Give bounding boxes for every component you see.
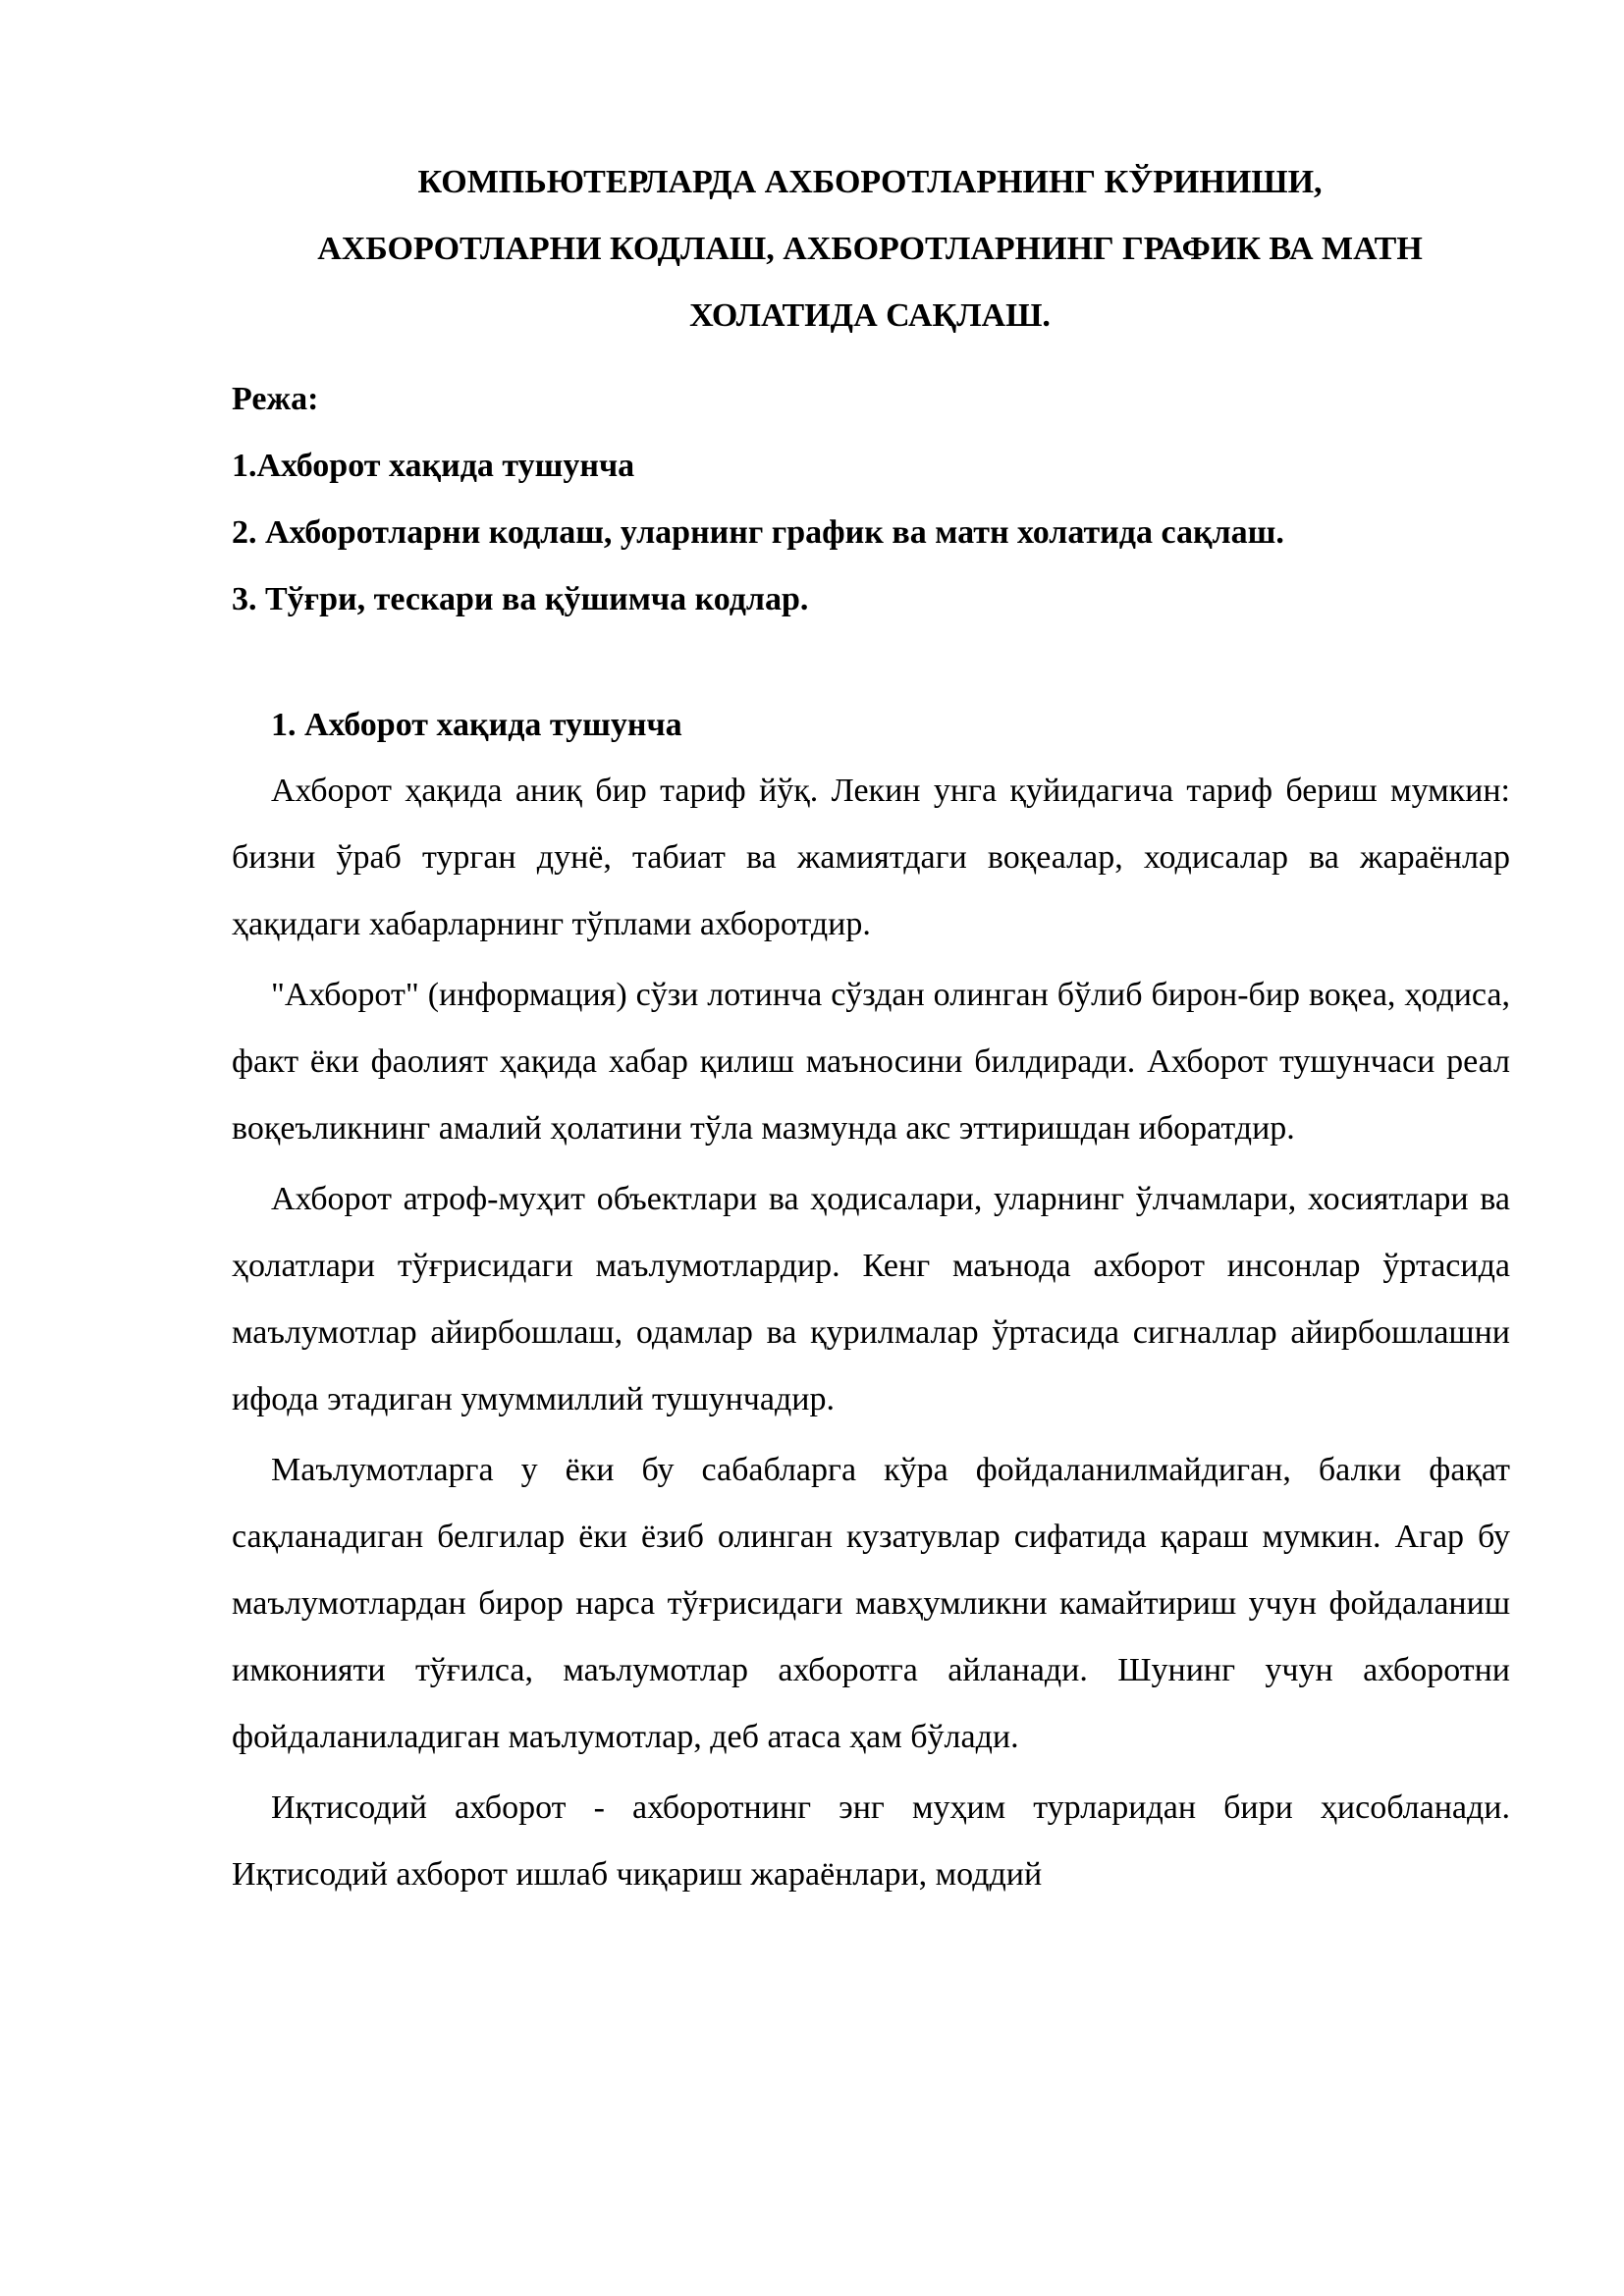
plan-item: 1.Ахборот хақида тушунча xyxy=(232,448,635,484)
title-line: КОМПЬЮТЕРЛАРДА АХБОРОТЛАРНИНГ КЎРИНИШИ, xyxy=(417,164,1323,200)
document-title xyxy=(232,149,1508,349)
plan-label: Режа: xyxy=(232,381,319,417)
title-line: ХОЛАТИДА САҚЛАШ. xyxy=(689,297,1051,334)
paragraph: Ахборот атроф-муҳит объектлари ва ҳодисалари, уларнинг ўлчамлари, хосиятлари ва ҳолатлари тўғрисидаги маълумотлардир. Кенг маънода ахборот инсонлар ўртасида маълумотлар айирбошлаш, одамлар ва қурилмалар ўртасида сигналлар айирбошлашни ифода этадиган умуммиллий тушунчадир. xyxy=(232,1181,1510,1417)
paragraph: "Ахборот" (информация) сўзи лотинча сўздан олинган бўлиб бирон-бир воқеа, ҳодиса, факт ёки фаолият ҳақида хабар қилиш маъносини билдиради. Ахборот тушунчаси реал воқеъликнинг амалий ҳолатини тўла мазмунда акс эттиришдан иборатдир. xyxy=(232,977,1510,1147)
plan-section xyxy=(232,366,1508,633)
paragraph: Иқтисодий ахборот - ахборотнинг энг муҳим турларидан бири ҳисобланади. Иқтисодий ахборот ишлаб чиқариш жараёнлари, моддий xyxy=(232,1789,1510,1893)
paragraph: Ахборот ҳақида аниқ бир тариф йўқ. Лекин унга қуйидагича тариф бериш мумкин: бизни ўраб турган дунё, табиат ва жамиятдаги воқеалар, ходисалар ва жараёнлар ҳақидаги хабарларнинг тўплами ахборотдир. xyxy=(232,773,1510,942)
plan-item: 3. Тўғри, тескари ва қўшимча кодлар. xyxy=(232,581,809,617)
plan-item: 2. Ахборотларни кодлаш, уларнинг график ва матн холатида сақлаш. xyxy=(232,514,1284,551)
paragraph: Маълумотларга у ёки бу сабабларга кўра фойдаланилмайдиган, балки фақат сақланадиган белгилар ёки ёзиб олинган кузатувлар сифатида қараш мумкин. Агар бу маълумотлардан бирор нарса тўғрисидаги мавҳумликни камайтириш учун фойдаланиш имконияти тўғилса, маълумотлар ахборотга айланади. Шунинг учун ахборотни фойдаланиладиган маълумотлар, деб атаса ҳам бўлади. xyxy=(232,1452,1510,1755)
title-line: АХБОРОТЛАРНИ КОДЛАШ, АХБОРОТЛАРНИНГ ГРАФИК ВА МАТН xyxy=(317,231,1423,267)
body-text xyxy=(232,758,1510,1908)
section-heading: 1. Ахборот хақида тушунча xyxy=(271,707,682,743)
